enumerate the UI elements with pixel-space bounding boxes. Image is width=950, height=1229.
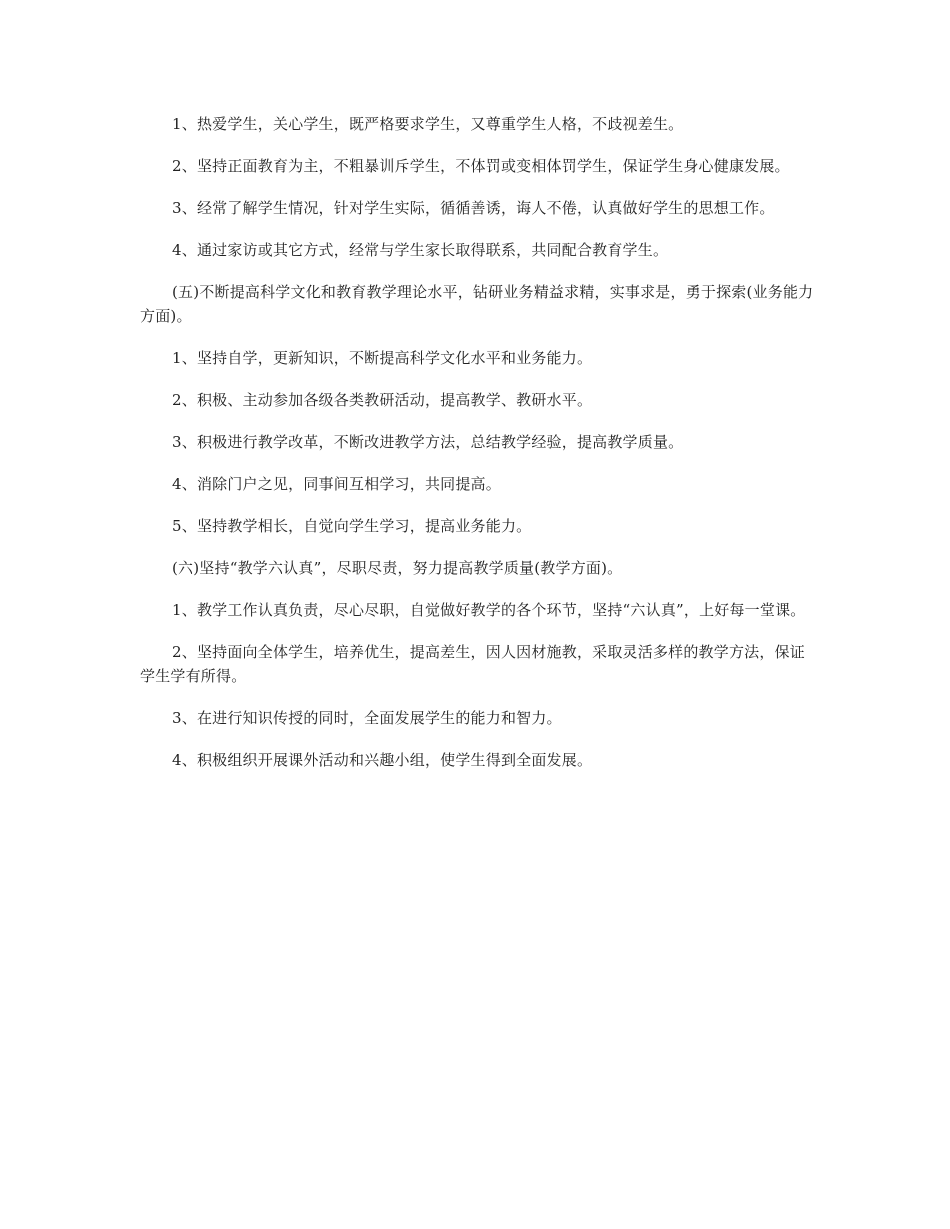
paragraph: 4、通过家访或其它方式，经常与学生家长取得联系，共同配合教育学生。 [172,241,669,259]
document-body [140,112,820,790]
paragraph: 1、教学工作认真负责，尽心尽职，自觉做好教学的各个环节，坚持“六认真”，上好每一堂课。 [172,601,806,619]
paragraph: 4、消除门户之见，同事间互相学习，共同提高。 [172,475,501,493]
paragraph: 3、经常了解学生情况，针对学生实际，循循善诱，诲人不倦，认真做好学生的思想工作。 [172,199,775,217]
paragraph: 1、坚持自学，更新知识，不断提高科学文化水平和业务能力。 [172,349,593,367]
paragraph: 3、在进行知识传授的同时，全面发展学生的能力和智力。 [172,709,562,727]
paragraph: 1、热爱学生，关心学生，既严格要求学生，又尊重学生人格，不歧视差生。 [172,115,684,133]
paragraph: 3、积极进行教学改革，不断改进教学方法，总结教学经验，提高教学质量。 [172,433,684,451]
section-heading: (五)不断提高科学文化和教育教学理论水平，钻研业务精益求精，实事求是，勇于探索(业务能力方面)。 [140,283,814,325]
paragraph: 2、坚持正面教育为主，不粗暴训斥学生，不体罚或变相体罚学生，保证学生身心健康发展。 [172,157,790,175]
section-heading: (六)坚持“教学六认真”，尽职尽责，努力提高教学质量(教学方面)。 [172,559,623,577]
paragraph: 2、积极、主动参加各级各类教研活动，提高教学、教研水平。 [172,391,593,409]
paragraph: 4、积极组织开展课外活动和兴趣小组，使学生得到全面发展。 [172,751,593,769]
paragraph: 5、坚持教学相长，自觉向学生学习，提高业务能力。 [172,517,532,535]
paragraph: 2、坚持面向全体学生，培养优生，提高差生，因人因材施教，采取灵活多样的教学方法，保证学生学有所得。 [140,643,805,685]
